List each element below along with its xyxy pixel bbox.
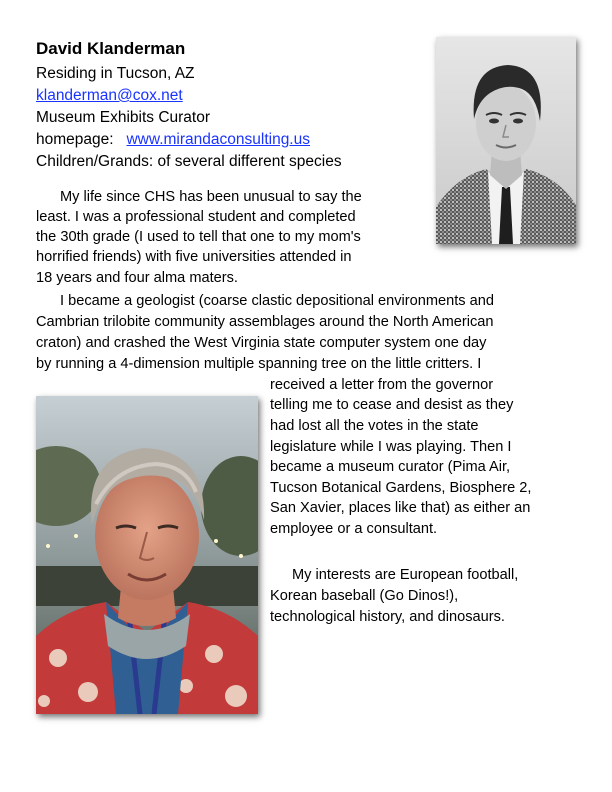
children-line: Children/Grands: of several different species: [36, 153, 342, 170]
occupation: Museum Exhibits Curator: [36, 109, 211, 126]
bio-p1-line: My life since CHS has been unusual to say the: [60, 189, 362, 205]
bio-p1-line: 18 years and four alma maters.: [36, 270, 238, 286]
person-name: David Klanderman: [36, 39, 186, 58]
bio-p2-line: employee or a consultant.: [270, 521, 438, 537]
bio-p1-line: least. I was a professional student and completed: [36, 209, 356, 225]
bio-p2-line: became a museum curator (Pima Air,: [270, 459, 511, 475]
recent-portrait-image: [36, 396, 258, 714]
bio-p3-line: My interests are European football,: [292, 567, 519, 583]
bio-p2-line: Tucson Botanical Gardens, Biosphere 2,: [270, 480, 532, 496]
recent-photo: [36, 396, 258, 714]
bio-p2-line: had lost all the votes in the state: [270, 418, 479, 434]
bio-p2-line: Cambrian trilobite community assemblages around the North American: [36, 314, 494, 330]
bio-p2-line: legislature while I was playing. Then I: [270, 439, 512, 455]
yearbook-photo: [436, 37, 576, 244]
homepage-label: homepage:: [36, 131, 114, 148]
bio-p2-line: craton) and crashed the West Virginia state computer system one day: [36, 335, 487, 351]
bio-p1-line: horrified friends) with five universities attended in: [36, 249, 352, 265]
bio-p2-line: I became a geologist (coarse clastic depositional environments and: [60, 293, 495, 309]
bio-p3-line: technological history, and dinosaurs.: [270, 609, 505, 625]
bio-p2-line: by running a 4-dimension multiple spanning tree on the little critters. I: [36, 356, 482, 372]
homepage-line: [36, 129, 310, 150]
bio-p2-line: San Xavier, places like that) as either an: [270, 500, 531, 516]
bio-p1-line: the 30th grade (I used to tell that one to my mom's: [36, 229, 361, 245]
bio-p3-line: Korean baseball (Go Dinos!),: [270, 588, 459, 604]
yearbook-portrait-image: [436, 37, 576, 244]
email-line: [36, 85, 183, 106]
homepage-link[interactable]: www.mirandaconsulting.us: [126, 131, 310, 148]
residence: Residing in Tucson, AZ: [36, 65, 195, 82]
bio-p2-line: telling me to cease and desist as they: [270, 397, 514, 413]
bio-p2-line: received a letter from the governor: [270, 377, 494, 393]
email-link[interactable]: klanderman@cox.net: [36, 87, 183, 104]
